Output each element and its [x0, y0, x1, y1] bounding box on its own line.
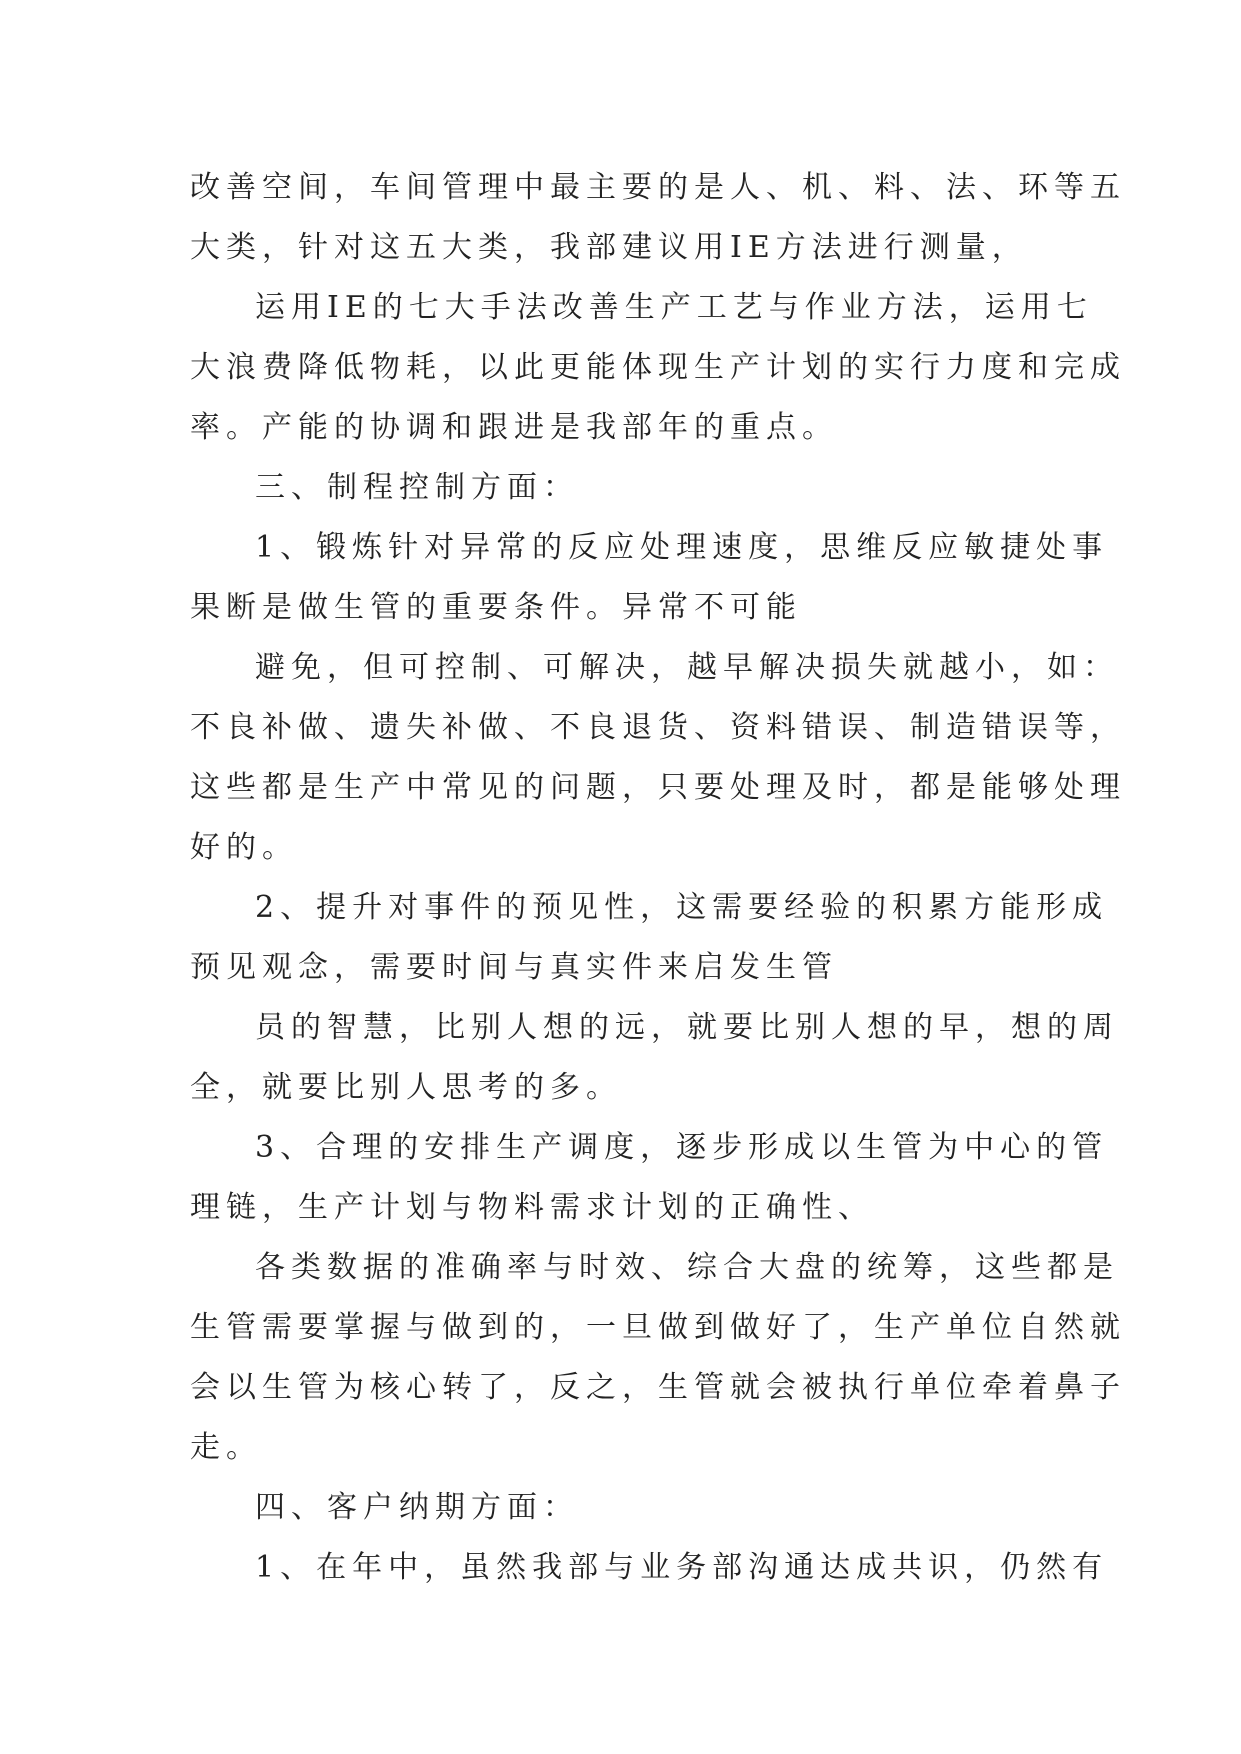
text-line: 四、客户纳期方面：: [255, 1490, 579, 1525]
text-line: 改善空间，车间管理中最主要的是人、机、料、法、环等五: [190, 170, 1126, 205]
text-line: 大类，针对这五大类，我部建议用IE方法进行测量，: [190, 230, 1028, 265]
text-line: 会以生管为核心转了，反之，生管就会被执行单位牵着鼻子: [190, 1370, 1126, 1405]
paragraph-1: [190, 158, 1126, 278]
text-line: 预见观念，需要时间与真实件来启发生管: [190, 950, 838, 985]
text-line: 各类数据的准确率与时效、综合大盘的统筹，这些都是: [255, 1250, 1119, 1285]
text-line: 大浪费降低物耗，以此更能体现生产计划的实行力度和完成: [190, 350, 1126, 385]
text-line: 这些都是生产中常见的问题，只要处理及时，都是能够处理: [190, 770, 1126, 805]
paragraph-4: [190, 518, 1109, 638]
text-line: 员的智慧，比别人想的远，就要比别人想的早，想的周: [255, 1010, 1119, 1045]
section-heading-delivery: [190, 1478, 1060, 1538]
document-body: [190, 158, 1126, 1598]
text-line: 走。: [190, 1430, 262, 1465]
paragraph-7: [190, 998, 1119, 1118]
text-line: 全，就要比别人思考的多。: [190, 1070, 622, 1105]
text-line: 三、制程控制方面：: [255, 470, 579, 505]
text-line: 好的。: [190, 830, 298, 865]
paragraph-5: [190, 638, 1126, 878]
text-line: 率。产能的协调和跟进是我部年的重点。: [190, 410, 838, 445]
text-line: 生管需要掌握与做到的，一旦做到做好了，生产单位自然就: [190, 1310, 1126, 1345]
paragraph-9: [190, 1238, 1126, 1478]
text-line: 避免，但可控制、可解决，越早解决损失就越小，如：: [255, 650, 1119, 685]
text-line: 1、锻炼针对异常的反应处理速度，思维反应敏捷处事: [255, 530, 1109, 565]
paragraph-6: [190, 878, 1109, 998]
text-line: 不良补做、遗失补做、不良退货、资料错误、制造错误等，: [190, 710, 1126, 745]
text-line: 3、合理的安排生产调度，逐步形成以生管为中心的管: [255, 1130, 1109, 1165]
section-heading-process-control: [190, 458, 1060, 518]
paragraph-2: [190, 278, 1126, 458]
text-line: 2、提升对事件的预见性，这需要经验的积累方能形成: [255, 890, 1109, 925]
text-line: 果断是做生管的重要条件。异常不可能: [190, 590, 802, 625]
paragraph-8: [190, 1118, 1109, 1238]
paragraph-11: [190, 1538, 1109, 1598]
text-line: 运用IE的七大手法改善生产工艺与作业方法，运用七: [255, 290, 1093, 325]
text-line: 理链，生产计划与物料需求计划的正确性、: [190, 1190, 874, 1225]
text-line: 1、在年中，虽然我部与业务部沟通达成共识，仍然有: [255, 1550, 1109, 1585]
